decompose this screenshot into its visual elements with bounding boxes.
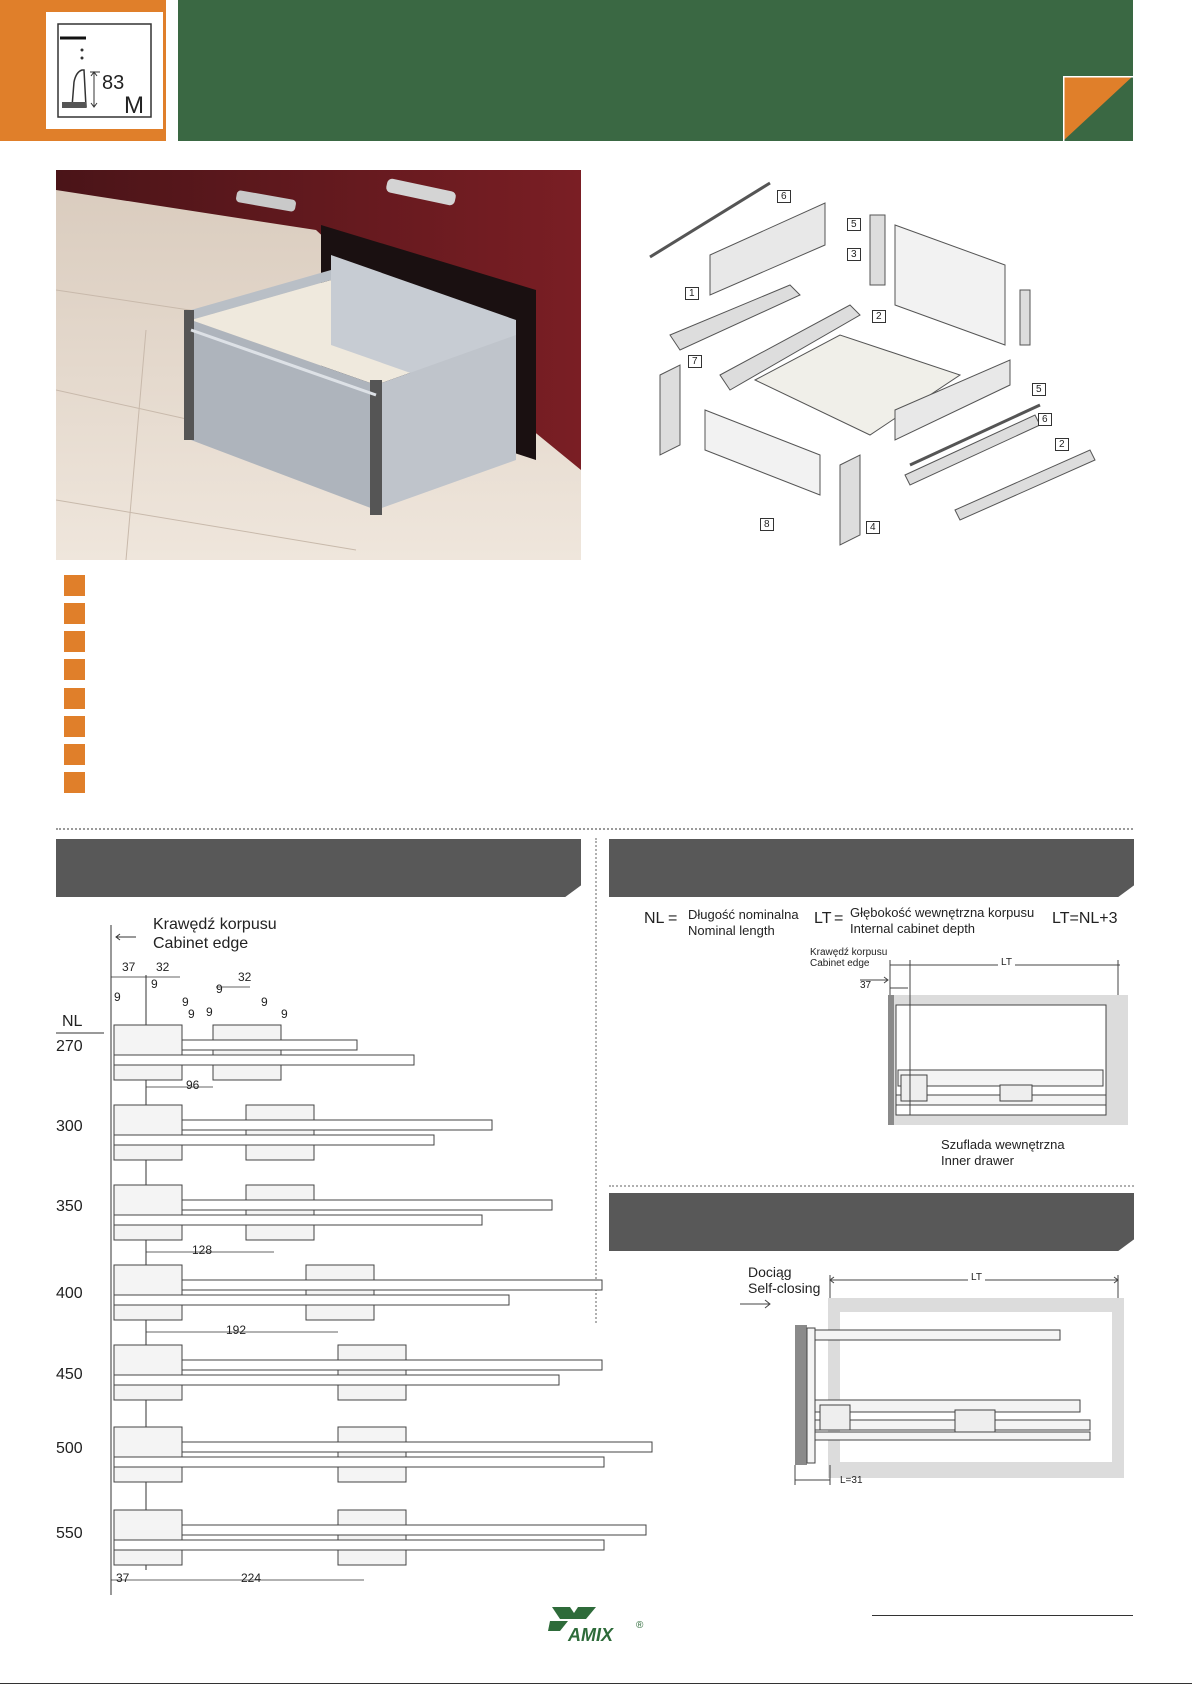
dim-9: 9 (188, 1007, 195, 1021)
feature-bullet (64, 603, 85, 624)
brand-name: AMIX (568, 1625, 613, 1645)
dim-9: 9 (151, 977, 158, 991)
dim-128: 128 (192, 1243, 213, 1257)
logo-height-value: 83 (102, 72, 125, 94)
dim-9: 9 (114, 990, 121, 1004)
logo-letter: M (124, 92, 144, 119)
feature-bullet (64, 659, 85, 680)
registered-mark: ® (636, 1620, 644, 1631)
part-number-label: 6 (777, 190, 791, 203)
header-banner (178, 0, 1133, 141)
banner-corner-icon (1063, 76, 1133, 141)
part-number-label: 8 (760, 518, 774, 531)
section-header-mounting (56, 839, 581, 897)
inner-drawer-caption-pl: Szuflada wewnętrzna (941, 1137, 1065, 1152)
header-gap (166, 0, 178, 141)
feature-bullet (64, 772, 85, 793)
section-header-self-closing (609, 1193, 1134, 1251)
cabinet-edge-label-en: Cabinet edge (153, 935, 249, 952)
dim-9: 9 (261, 995, 268, 1009)
self-closing-label-en: Self-closing (748, 1280, 821, 1296)
part-number-label: 6 (1038, 413, 1052, 426)
drawer-profile-icon (46, 12, 163, 129)
section-separator (56, 828, 1133, 830)
nl-value: 450 (56, 1366, 83, 1383)
lt-formula: LT=NL+3 (1052, 910, 1118, 927)
dim-32: 32 (156, 960, 170, 974)
inner-drawer-caption-en: Inner drawer (941, 1153, 1014, 1168)
footer-rule (872, 1615, 1133, 1616)
section-header-definitions (609, 839, 1134, 897)
nl-heading: NL (62, 1013, 83, 1030)
dim-9: 9 (182, 995, 189, 1009)
part-number-label: 5 (847, 218, 861, 231)
exploded-view-diagram (640, 175, 1110, 555)
dim-37: 37 (122, 960, 136, 974)
nl-value: 300 (56, 1118, 83, 1135)
feature-bullet (64, 716, 85, 737)
lt-definition-en: Internal cabinet depth (850, 921, 976, 936)
nl-definition-en: Nominal length (688, 923, 775, 938)
cabinet-edge-label-en: Cabinet edge (810, 958, 870, 969)
nl-value: 400 (56, 1285, 83, 1302)
feature-bullet (64, 744, 85, 765)
nl-definition-pl: Długość nominalna (688, 907, 799, 922)
nl-value: 350 (56, 1198, 83, 1215)
product-logo (46, 12, 163, 129)
part-number-label: 5 (1032, 383, 1046, 396)
nl-equals: = (668, 910, 678, 927)
nl-value: 550 (56, 1525, 83, 1542)
lt-dimension: LT (998, 957, 1015, 968)
part-number-label: 2 (872, 310, 886, 323)
feature-bullet (64, 631, 85, 652)
dim-9: 9 (216, 982, 223, 996)
dim-37: 37 (116, 1571, 130, 1585)
feature-bullet (64, 575, 85, 596)
lt-abbr: LT (814, 910, 832, 927)
self-closing-diagram (740, 1270, 1135, 1500)
dim-96: 96 (186, 1078, 200, 1092)
mounting-diagram (56, 915, 656, 1595)
cabinet-edge-label-pl: Krawędź korpusu (153, 916, 277, 933)
dim-37: 37 (860, 980, 872, 991)
cabinet-edge-label-pl: Krawędź korpusu (810, 947, 888, 958)
part-number-label: 4 (866, 521, 880, 534)
self-closing-label-pl: Dociąg (748, 1264, 792, 1280)
dim-9: 9 (281, 1007, 288, 1021)
nl-value: 270 (56, 1038, 83, 1055)
lt-dimension: LT (968, 1272, 985, 1283)
dim-9: 9 (206, 1005, 213, 1019)
l-dimension: L=31 (840, 1475, 863, 1486)
nl-abbr: NL (644, 910, 665, 927)
lt-definition-pl: Głębokość wewnętrzna korpusu (850, 905, 1035, 920)
page-bottom-rule (0, 1683, 1192, 1684)
product-photo (56, 170, 581, 560)
lt-equals: = (834, 910, 844, 927)
dim-224: 224 (241, 1571, 262, 1585)
part-number-label: 3 (847, 248, 861, 261)
nl-value: 500 (56, 1440, 83, 1457)
part-number-label: 2 (1055, 438, 1069, 451)
dim-192: 192 (226, 1323, 247, 1337)
section-separator (609, 1185, 1134, 1187)
feature-bullet (64, 688, 85, 709)
part-number-label: 7 (688, 355, 702, 368)
part-number-label: 1 (685, 287, 699, 300)
dim-32: 32 (238, 970, 252, 984)
